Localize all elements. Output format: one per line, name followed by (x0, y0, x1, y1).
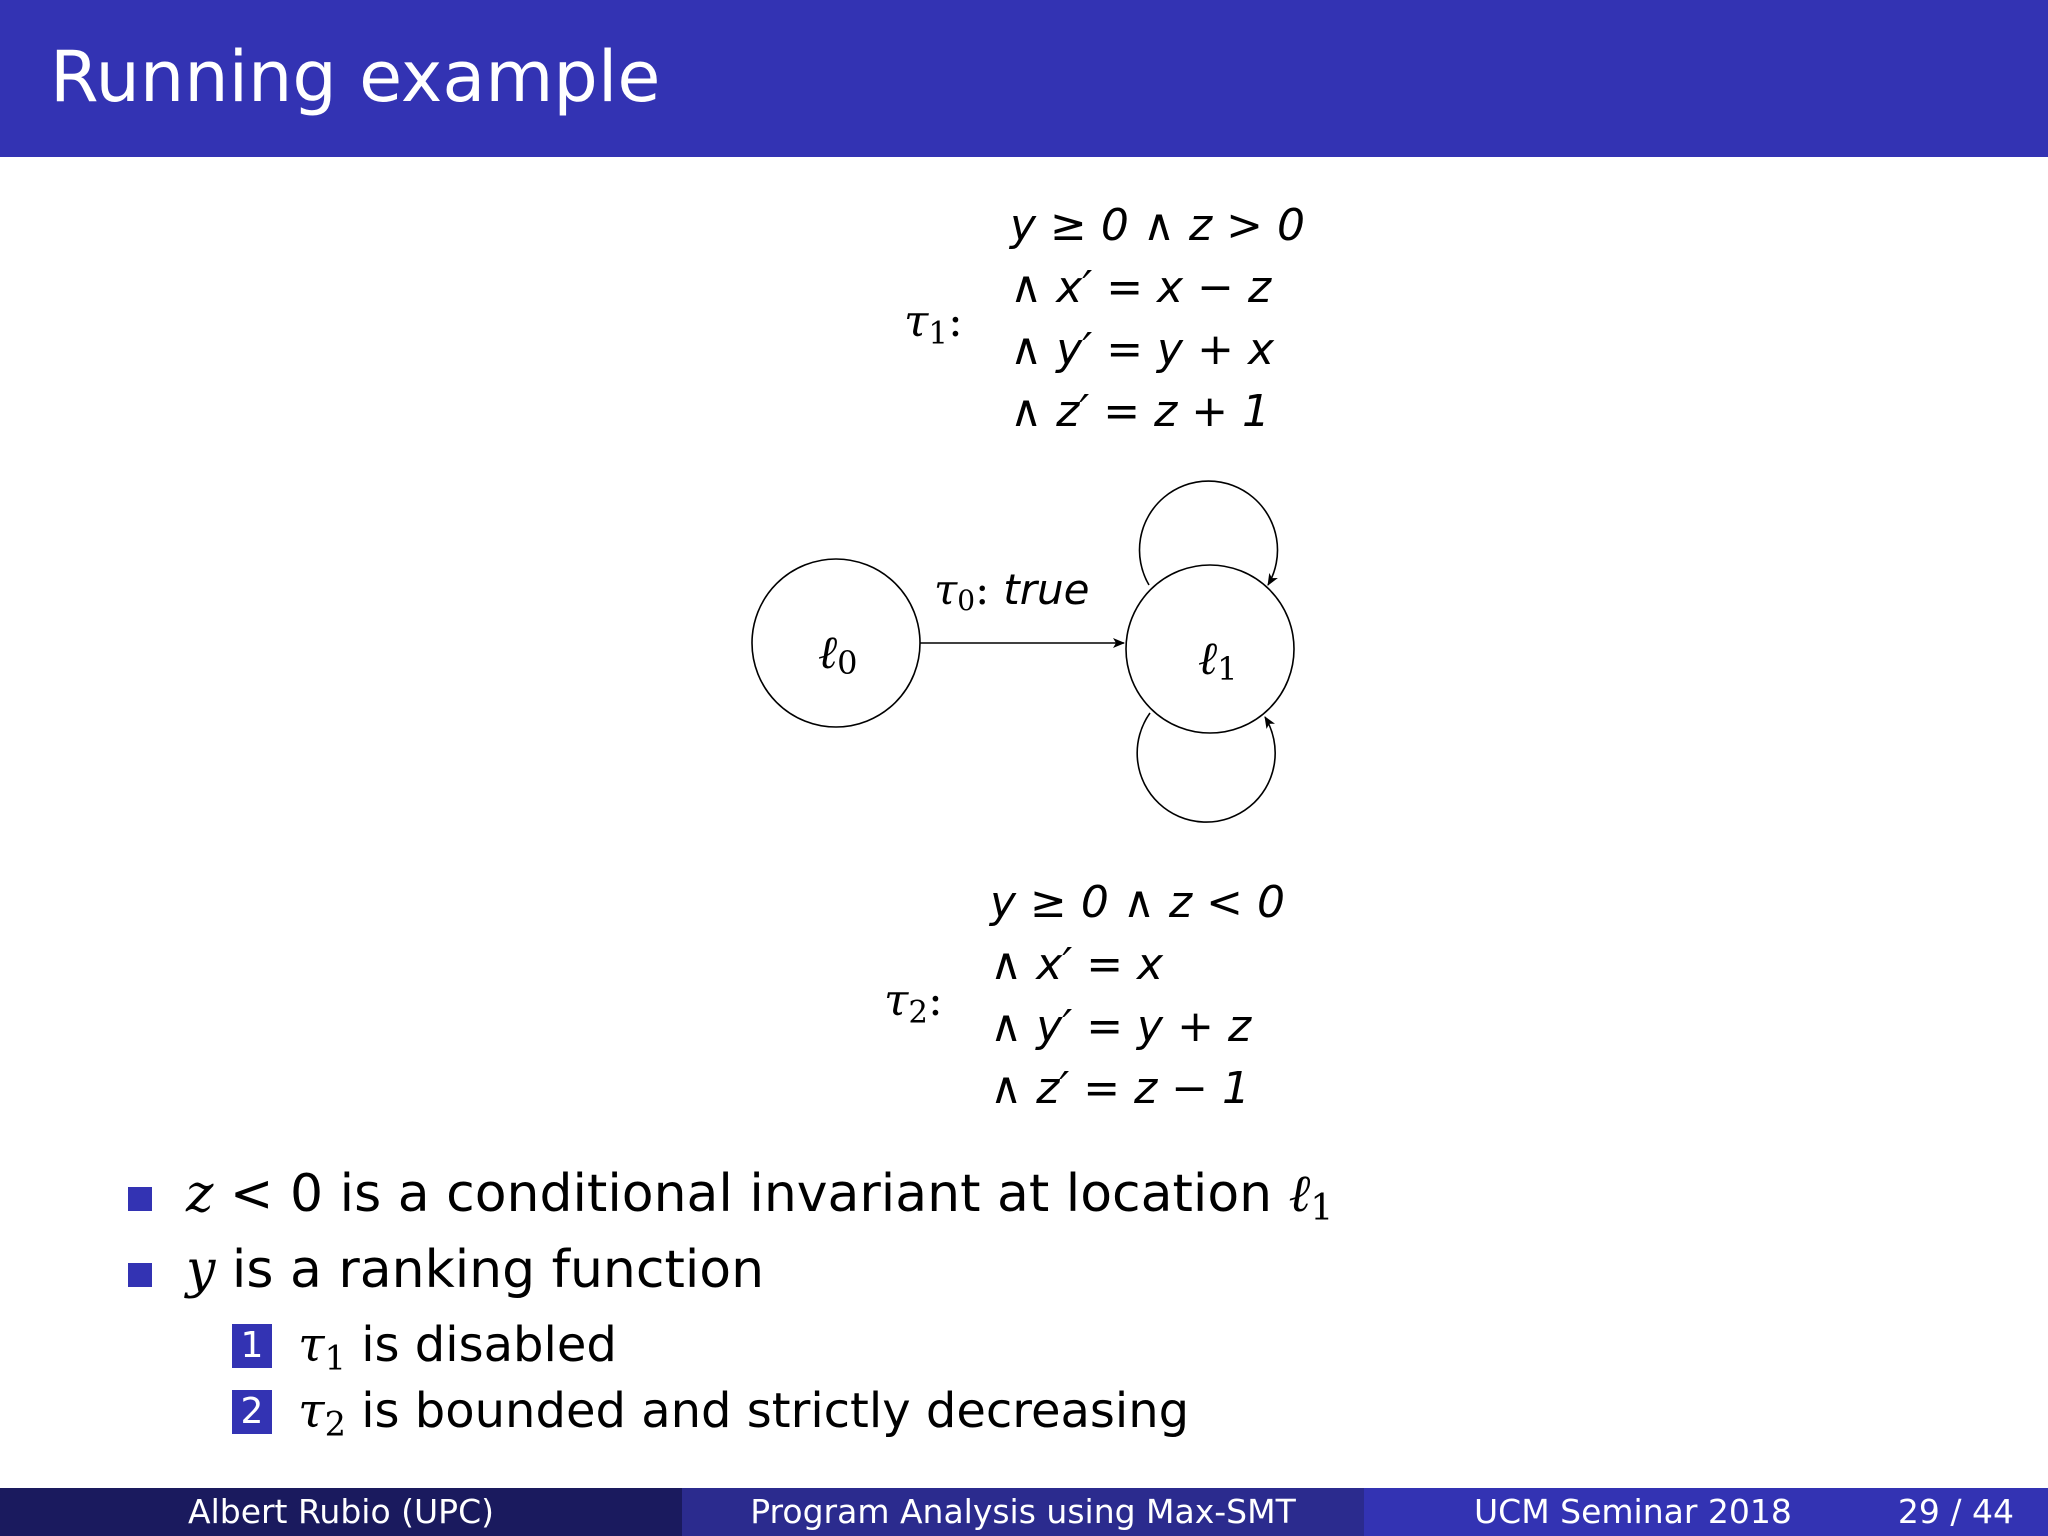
enum-badge: 2 (232, 1390, 272, 1434)
tau2-formula (990, 872, 1285, 1120)
tau0-label: τ0: true (934, 565, 1090, 617)
page-number: 29 / 44 (1897, 1492, 2014, 1531)
tau1-label: $\tau_1$: (904, 296, 963, 352)
bullet-marker (128, 1187, 152, 1211)
tau1-line-4: ∧ z′ = z + 1 (1010, 386, 1271, 437)
tau2-line-3: ∧ y′ = y + z (990, 1001, 1252, 1052)
footer-event (1364, 1488, 2048, 1536)
tau2-line-1: y ≥ 0 ∧ z < 0 (990, 877, 1285, 928)
subitem-2: 2 $\tau_2$ is bounded and strictly decreasing (232, 1383, 1189, 1443)
tau2-label: $\tau_2$: (884, 975, 943, 1031)
footer-talk-title: Program Analysis using Max-SMT (682, 1488, 1364, 1536)
bullet-ranking: y is a ranking function (186, 1240, 765, 1300)
tau1-line-3: ∧ y′ = y + x (1010, 324, 1274, 375)
tau1-line-2: ∧ x′ = x − z (1010, 262, 1272, 313)
node-l0-label: ℓ0 (818, 625, 858, 682)
bullet-marker (128, 1263, 152, 1287)
footer (0, 1488, 2048, 1536)
node-l1-label: ℓ1 (1198, 631, 1238, 688)
bullet-invariant: z < 0 is a conditional invariant at location ℓ$_1$ (186, 1164, 1334, 1230)
enum-badge: 1 (232, 1324, 272, 1368)
footer-event-name: UCM Seminar 2018 (1474, 1492, 1792, 1531)
subitem-1: 1 $\tau_1$ is disabled (232, 1317, 617, 1377)
tau1-line-1: y ≥ 0 ∧ z > 0 (1010, 200, 1305, 251)
slide-title: Running example (50, 36, 661, 118)
tau1-self-loop (1140, 481, 1278, 585)
tau2-self-loop (1137, 713, 1275, 822)
tau2-line-2: ∧ x′ = x (990, 939, 1164, 990)
footer-author: Albert Rubio (UPC) (0, 1488, 682, 1536)
tau2-line-4: ∧ z′ = z − 1 (990, 1063, 1251, 1114)
